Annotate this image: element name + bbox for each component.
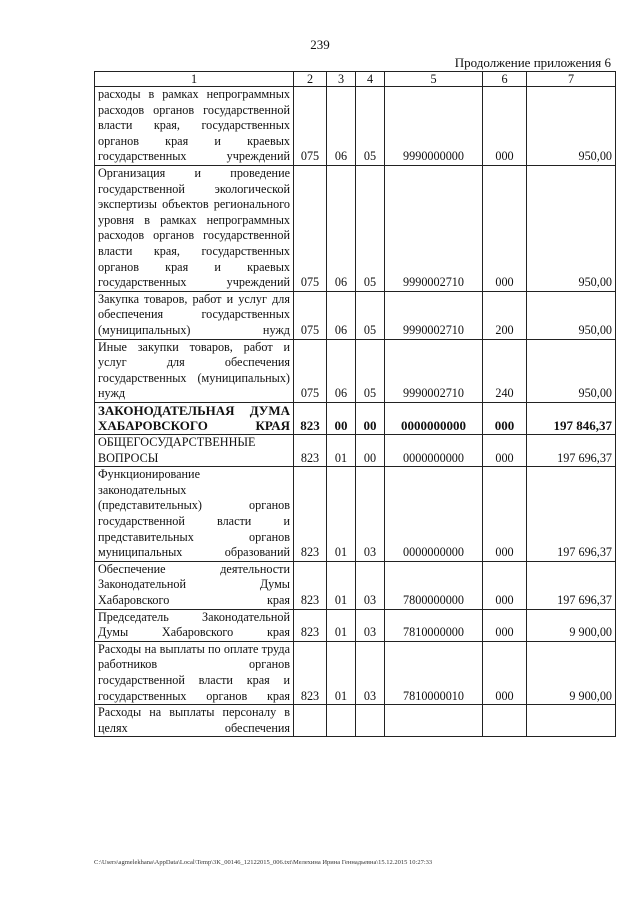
expense-type-code: 000 — [483, 87, 527, 166]
table-row — [95, 609, 616, 641]
ministry-code: 823 — [294, 402, 327, 434]
subsection-code: 05 — [356, 339, 385, 402]
subsection-code: 03 — [356, 641, 385, 704]
amount: 950,00 — [527, 165, 616, 291]
row-name: ОБЩЕГОСУДАРСТВЕННЫЕ ВОПРОСЫ — [95, 435, 294, 467]
expense-type-code: 000 — [483, 467, 527, 562]
amount: 9 900,00 — [527, 641, 616, 704]
expense-type-code: 240 — [483, 339, 527, 402]
target-article-code: 9990000000 — [385, 87, 483, 166]
subsection-code: 03 — [356, 561, 385, 609]
column-header: 7 — [527, 72, 616, 87]
budget-table — [94, 71, 616, 737]
row-name: Расходы на выплаты персоналу в целях обеспечения — [95, 705, 294, 737]
table-row — [95, 339, 616, 402]
row-name: Расходы на выплаты по оплате труда работников органов государственной власти края и государственных органов края — [95, 641, 294, 704]
target-article-code: 9990002710 — [385, 339, 483, 402]
table-row — [95, 561, 616, 609]
row-name: Иные закупки товаров, работ и услуг для обеспечения государственных (муниципальных) нужд — [95, 339, 294, 402]
subsection-code: 03 — [356, 467, 385, 562]
section-code: 01 — [327, 435, 356, 467]
ministry-code: 075 — [294, 165, 327, 291]
table-header-row — [95, 72, 616, 87]
amount: 9 900,00 — [527, 609, 616, 641]
ministry-code: 823 — [294, 609, 327, 641]
target-article-code: 0000000000 — [385, 467, 483, 562]
section-code: 01 — [327, 641, 356, 704]
amount: 950,00 — [527, 87, 616, 166]
expense-type-code: 000 — [483, 609, 527, 641]
subsection-code: 05 — [356, 165, 385, 291]
subsection-code: 03 — [356, 609, 385, 641]
table-row — [95, 87, 616, 166]
table-row — [95, 291, 616, 339]
row-name: расходы в рамках непрограммных расходов органов государственной власти края, государственных органов края и краевых государственных учреждений — [95, 87, 294, 166]
target-article-code: 0000000000 — [385, 402, 483, 434]
target-article-code — [385, 705, 483, 737]
continuation-label: Продолжение приложения 6 — [454, 55, 611, 70]
amount: 197 696,37 — [527, 435, 616, 467]
table-row — [95, 641, 616, 704]
amount: 950,00 — [527, 291, 616, 339]
table-row — [95, 435, 616, 467]
table-row — [95, 467, 616, 562]
file-path-footer: C:\Users\agmelekhana\AppData\Local\Temp\3K_00146_12122015_006.txt\Мелехина Ирина Геннадьевна\15.12.2015 10:27:33 — [94, 859, 433, 866]
ministry-code: 075 — [294, 87, 327, 166]
target-article-code: 9990002710 — [385, 165, 483, 291]
expense-type-code: 000 — [483, 165, 527, 291]
row-name: Председатель Законодательной Думы Хабаровского края — [95, 609, 294, 641]
section-code: 06 — [327, 339, 356, 402]
amount — [527, 705, 616, 737]
row-name: Закупка товаров, работ и услуг для обеспечения государственных (муниципальных) нужд — [95, 291, 294, 339]
amount: 950,00 — [527, 339, 616, 402]
row-name: Функционирование законодательных (представительных) органов государственной власти и представительных органов муниципальных образований — [95, 467, 294, 562]
expense-type-code: 000 — [483, 402, 527, 434]
column-header: 5 — [385, 72, 483, 87]
ministry-code — [294, 705, 327, 737]
target-article-code: 7810000000 — [385, 609, 483, 641]
column-header: 1 — [95, 72, 294, 87]
section-code: 01 — [327, 609, 356, 641]
section-code: 01 — [327, 467, 356, 562]
page-number: 239 — [310, 37, 330, 52]
section-code: 06 — [327, 165, 356, 291]
section-code — [327, 705, 356, 737]
subsection-code: 00 — [356, 402, 385, 434]
section-code: 06 — [327, 291, 356, 339]
target-article-code: 9990002710 — [385, 291, 483, 339]
subsection-code — [356, 705, 385, 737]
expense-type-code: 000 — [483, 561, 527, 609]
expense-type-code: 000 — [483, 435, 527, 467]
row-name: Организация и проведение государственной экологической экспертизы объектов регионального уровня в рамках непрограммных расходов органов государственной власти края, государственных органов края и краевых государственных учреждений — [95, 165, 294, 291]
expense-type-code: 000 — [483, 641, 527, 704]
target-article-code: 0000000000 — [385, 435, 483, 467]
table-row — [95, 402, 616, 434]
column-header: 4 — [356, 72, 385, 87]
amount: 197 696,37 — [527, 561, 616, 609]
table-row — [95, 705, 616, 737]
amount: 197 696,37 — [527, 467, 616, 562]
row-name: Обеспечение деятельности Законодательной Думы Хабаровского края — [95, 561, 294, 609]
section-code: 01 — [327, 561, 356, 609]
row-name: ЗАКОНОДАТЕЛЬНАЯ ДУМА ХАБАРОВСКОГО КРАЯ — [95, 402, 294, 434]
subsection-code: 05 — [356, 87, 385, 166]
subsection-code: 05 — [356, 291, 385, 339]
table-row — [95, 165, 616, 291]
column-header: 3 — [327, 72, 356, 87]
column-header: 6 — [483, 72, 527, 87]
section-code: 06 — [327, 87, 356, 166]
expense-type-code — [483, 705, 527, 737]
amount: 197 846,37 — [527, 402, 616, 434]
target-article-code: 7800000000 — [385, 561, 483, 609]
ministry-code: 823 — [294, 641, 327, 704]
ministry-code: 823 — [294, 561, 327, 609]
ministry-code: 823 — [294, 435, 327, 467]
column-header: 2 — [294, 72, 327, 87]
expense-type-code: 200 — [483, 291, 527, 339]
section-code: 00 — [327, 402, 356, 434]
ministry-code: 075 — [294, 339, 327, 402]
target-article-code: 7810000010 — [385, 641, 483, 704]
subsection-code: 00 — [356, 435, 385, 467]
ministry-code: 075 — [294, 291, 327, 339]
ministry-code: 823 — [294, 467, 327, 562]
